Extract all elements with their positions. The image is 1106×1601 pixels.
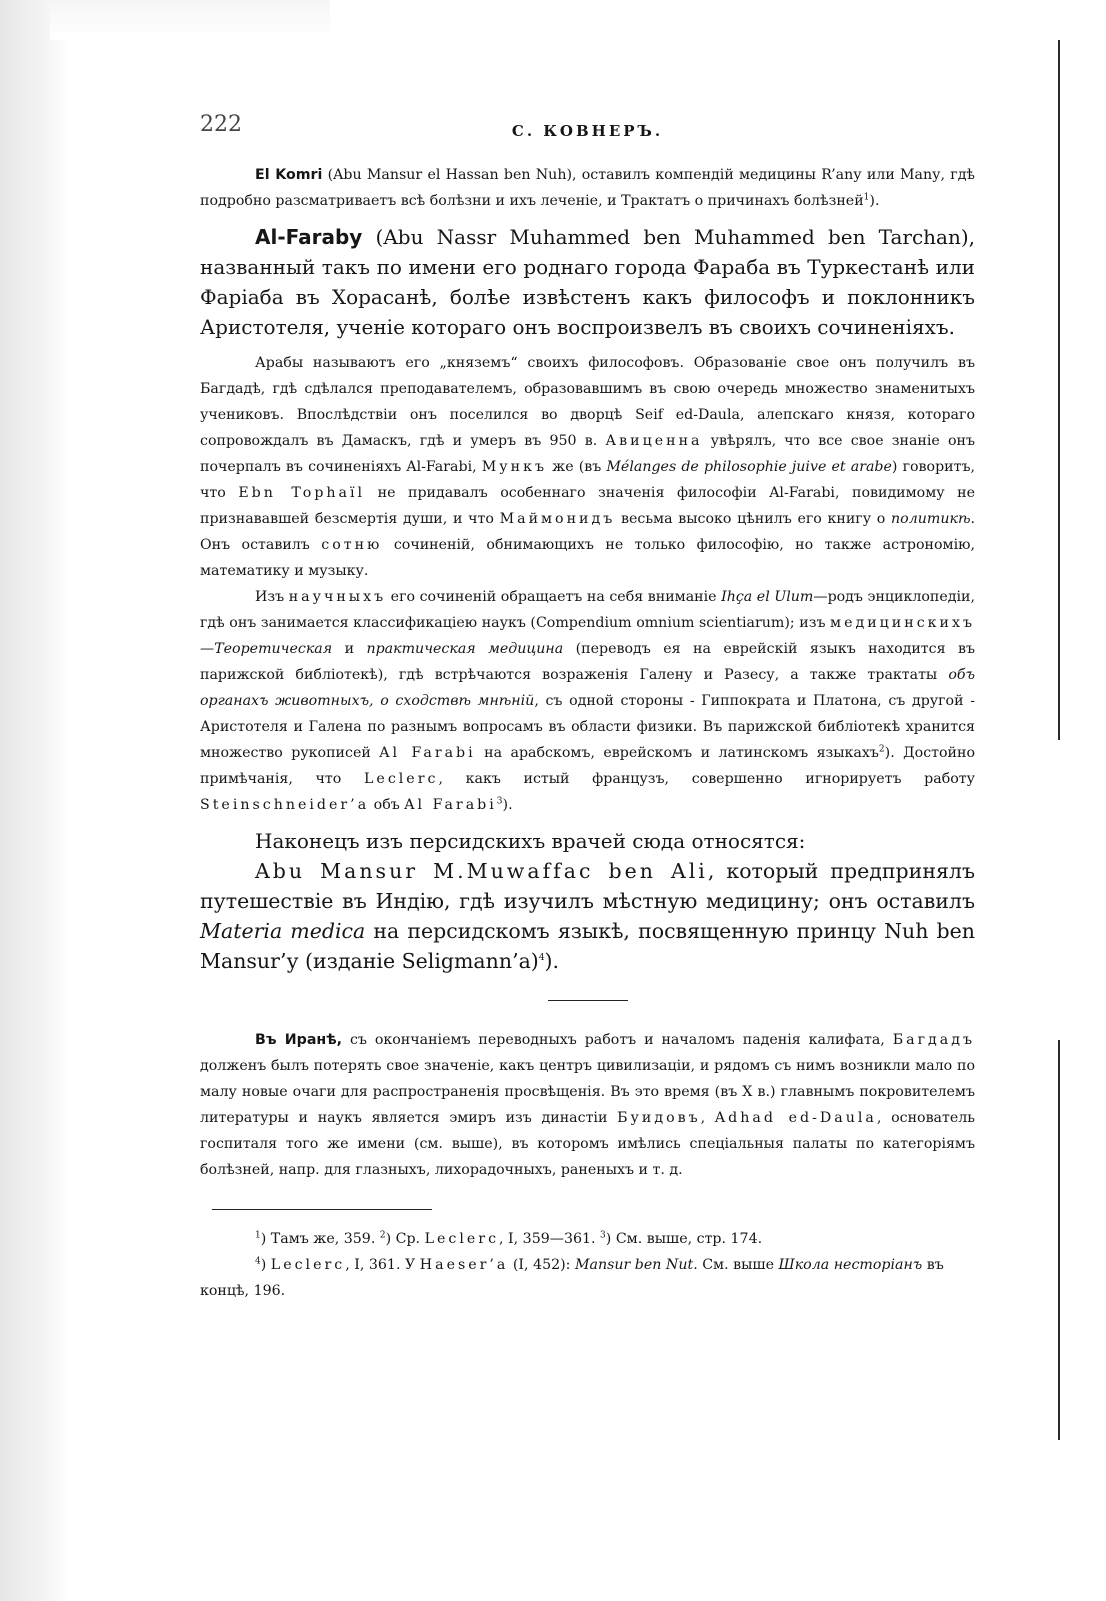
footnote-text: ) Тамъ же, 359.: [260, 1231, 380, 1247]
paragraph-text: увѣрялъ, что все свое знаніе онъ почерпалъ въ сочиненіяхъ Al-Farabi,: [200, 433, 975, 475]
entry-name: El Komri: [255, 167, 323, 183]
footnote-number: 1: [255, 1230, 261, 1241]
spaced-word: научныхъ: [288, 589, 387, 605]
footnote-line-2: [200, 1252, 975, 1304]
paragraph-text: на персидскомъ языкѣ, посвященную принцу Nuh ben Mansur’у (изданіе Seligmann’a): [200, 919, 975, 973]
spaced-name: Мункъ: [481, 459, 548, 475]
footnote-text: , I, 359—361.: [499, 1231, 601, 1247]
footnote-ref: 1: [863, 192, 870, 203]
paragraph-text: ).: [869, 193, 880, 209]
footnote-text: въ концѣ, 196.: [200, 1257, 944, 1299]
paragraph-text: и: [332, 641, 367, 657]
paragraph-text: же (въ: [547, 459, 607, 475]
italic-title: Ihça el Ulum: [721, 589, 814, 605]
paragraph-text: Наконецъ изъ персидскихъ врачей сюда относятся:: [255, 829, 806, 853]
paragraph-text: , основатель госпиталя того же имени (см. выше), въ которомъ имѣлись спеціальныя палаты по категоріямъ болѣзней, напр. для глазныхъ, лихорадочныхъ, раненыхъ и т. д.: [200, 1110, 975, 1178]
paragraph-text: , который предпринялъ путешествіе въ Индію, гдѣ изучилъ мѣстную медицину; онъ оставилъ: [200, 859, 975, 913]
scan-shadow: [0, 0, 70, 1601]
paragraph-text: весьма высоко цѣнилъ его книгу о: [615, 511, 892, 527]
spaced-name: Adhad ed-Daula: [714, 1110, 877, 1126]
italic-title: Школа несторіанъ: [778, 1257, 923, 1273]
italic-title: объ органахъ животныхъ, о сходствѣ мнѣній: [200, 667, 975, 709]
paragraph-text: не придавалъ особеннаго значенія философіи Al-Farabi, повидимому не признававшей безсмертія души, и что: [200, 485, 975, 527]
spaced-name: Авиценна: [605, 433, 703, 449]
paragraph-text: , съ одной стороны - Гиппократа и Платона, съ другой - Аристотеля и Галена по разнымъ вопросамъ въ области физики. Въ парижской библіотекѣ хранится множество рукописей: [200, 693, 975, 761]
paragraph-text: долженъ былъ потерять свое значеніе, какъ центръ цивилизаціи, и рядомъ съ нимъ возникли мало по малу новые очаги для распространенія просвѣщенія. Въ это время (въ X в.) главнымъ покровителемъ литературы и наукъ является эмиръ изъ династіи: [200, 1058, 975, 1126]
italic-title: практическая медицина: [366, 641, 564, 657]
paragraph-text: на арабскомъ, еврейскомъ и латинскомъ языкахъ: [475, 745, 879, 761]
running-title: С. КОВНЕРЪ.: [511, 122, 664, 140]
footnote-text: , I, 361. У: [345, 1257, 420, 1273]
paragraph-text: ).: [544, 949, 560, 973]
footnote-text: . См. выше: [693, 1257, 779, 1273]
spaced-name: Al Farabi: [379, 745, 476, 761]
spaced-word: сотню: [321, 537, 383, 553]
paragraph-text: съ окончаніемъ переводныхъ работъ и началомъ паденія калифата,: [342, 1032, 893, 1048]
footnote-ref: 2: [878, 744, 885, 755]
footnote-text: (I, 452):: [508, 1257, 575, 1273]
page-number: 222: [200, 112, 242, 137]
paragraph-text: —: [200, 641, 215, 657]
paragraph-el-komri: [200, 162, 975, 214]
spaced-name: Маймонидъ: [499, 511, 616, 527]
spaced-name: Haeser’a: [419, 1257, 509, 1273]
paragraph-text: ).: [502, 797, 513, 813]
paragraph-text: Изъ: [255, 589, 289, 605]
paragraph-works: [200, 584, 975, 818]
spaced-name: Багдадъ: [892, 1032, 975, 1048]
spaced-name: Abu Mansur M.Muwaffac ben Ali: [255, 859, 708, 883]
spaced-name: Al Farabi: [404, 797, 497, 813]
italic-title: Теоретическая: [214, 641, 333, 657]
paragraph-text: ,: [700, 1110, 715, 1126]
footnote-ref: 4: [538, 953, 545, 964]
italic-title: Mélanges de philosophie juive et arabe: [606, 459, 892, 475]
page-body: [200, 112, 975, 1304]
footnote-text: ) Ср.: [385, 1231, 425, 1247]
paragraph-persian-intro: [200, 826, 975, 856]
spaced-name: Leclerc: [424, 1231, 500, 1247]
footnote-text: ): [260, 1257, 271, 1273]
footnote-line-1: [200, 1226, 975, 1252]
paragraph-text: ). Достойно примѣчанія, что: [200, 745, 976, 787]
paragraph-text: (Abu Nassr Muhammed ben Muhammed ben Tarchan), названный такъ по имени его роднаго города Фараба въ Туркестанѣ или Фаріаба въ Хорасанѣ, болѣе извѣстенъ какъ философъ и поклонникъ Аристотеля, ученіе котораго онъ воспроизвелъ въ своихъ сочиненіяхъ.: [200, 225, 975, 339]
italic-title: политикѣ: [891, 511, 971, 527]
paragraph-text: его сочиненій обращаетъ на себя вниманіе: [386, 589, 722, 605]
paragraph-abu-mansur: [200, 856, 975, 976]
page-edge-line: [1058, 40, 1060, 740]
footnote-text: ) См. выше, стр. 174.: [605, 1231, 763, 1247]
paragraph-text: . Онъ оставилъ: [200, 511, 975, 553]
paragraph-text: Арабы называютъ его „княземъ“ своихъ философовъ. Образованіе свое онъ получилъ въ Багдадѣ, гдѣ сдѣлался преподавателемъ, образовавшимъ въ свою очередь множество знаменитыхъ учениковъ. Впослѣдствіи онъ поселился во дворцѣ Seif ed-Daula, алепскаго князя, котораго сопровождалъ въ Дамаскъ, гдѣ и умеръ въ 950 в.: [200, 355, 975, 449]
spaced-word: медицинскихъ: [830, 615, 975, 631]
paragraph-text: сочиненій, обнимающихъ не только философію, но также астрономію, математику и музыку.: [200, 537, 975, 579]
page-header: [200, 112, 975, 148]
paragraph-al-faraby: [200, 222, 975, 342]
footnote-ref: 3: [496, 796, 503, 807]
footnote-rule: [212, 1209, 432, 1210]
page-edge-line: [1058, 1040, 1060, 1440]
spaced-name: Leclerc: [270, 1257, 346, 1273]
spaced-name: Steinschneider’a: [200, 797, 370, 813]
entry-name: Al-Faraby: [255, 225, 363, 249]
italic-title: Mansur ben Nut: [574, 1257, 694, 1273]
scan-shadow-top: [50, 0, 330, 40]
paragraph-arabs: [200, 350, 975, 584]
paragraph-iran: [200, 1027, 975, 1183]
section-divider: [548, 1000, 628, 1001]
footnote-number: 3: [600, 1230, 606, 1241]
footnote-number: 4: [255, 1256, 261, 1267]
italic-title: Materia medica: [200, 919, 366, 943]
paragraph-text: ) говоритъ, что: [200, 459, 976, 501]
footnote-number: 2: [379, 1230, 386, 1241]
spaced-name: Буидовъ: [617, 1110, 701, 1126]
paragraph-text: (Abu Mansur el Hassan ben Nuh), оставилъ компендій медицины R’anу или Manу, гдѣ подробно разсматриваетъ всѣ болѣзни и ихъ леченіе, и Трактатъ о причинахъ болѣзней: [200, 167, 975, 209]
paragraph-text: (переводъ ея на еврейскій языкъ находится въ парижской библіотекѣ), гдѣ встрѣчаются возраженія Галену и Разесу, а также трактаты: [200, 641, 975, 683]
paragraph-text: —родъ энциклопедіи, гдѣ онъ занимается классификаціею наукъ (Compendium omnium scientiarum); изъ: [200, 589, 975, 631]
entry-name: Въ Иранѣ,: [255, 1032, 343, 1048]
spaced-name: Leclerc: [364, 771, 439, 787]
paragraph-text: , какъ истый французъ, совершенно игнорируетъ работу: [438, 771, 975, 787]
paragraph-text: объ: [369, 797, 405, 813]
spaced-name: Ebn Tophaïl: [238, 485, 366, 501]
